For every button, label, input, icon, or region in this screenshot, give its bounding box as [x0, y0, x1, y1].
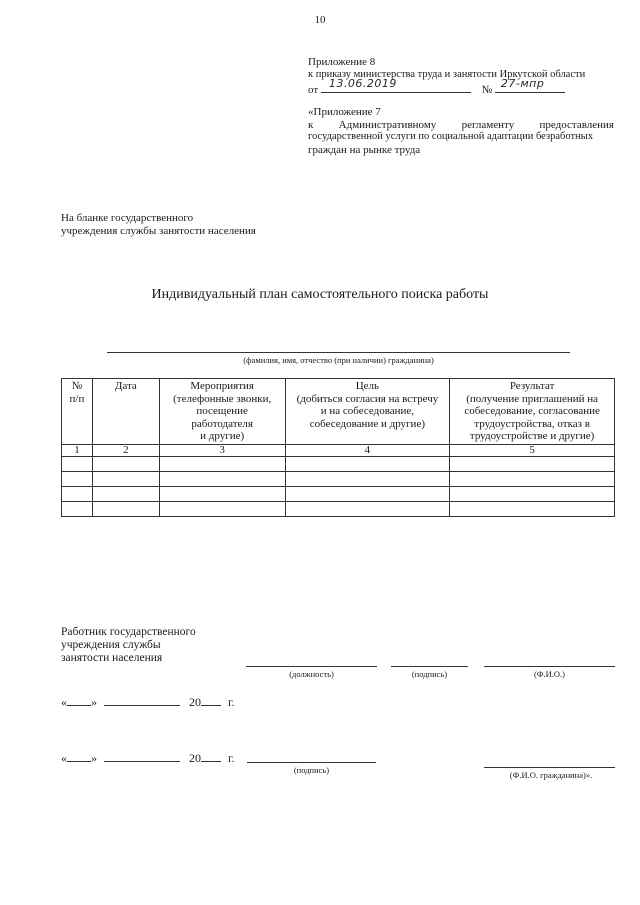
year-prefix: 20: [189, 751, 201, 765]
appendix-7-title: «Приложение 7: [308, 106, 381, 118]
table-row: [62, 486, 615, 501]
table-cell[interactable]: [159, 471, 285, 486]
citizen-signature-caption: (подпись): [293, 765, 330, 775]
table-row: [62, 501, 615, 516]
worker-fio-caption: (Ф.И.О.): [533, 669, 566, 679]
year-field[interactable]: [201, 750, 221, 762]
table-row: [62, 471, 615, 486]
table-cell[interactable]: [159, 456, 285, 471]
number-label: №: [481, 84, 493, 96]
citizen-name-caption: (фамилия, имя, отчество (при наличии) гражданина): [243, 355, 434, 365]
table-cell[interactable]: [285, 471, 450, 486]
word: предоставления: [539, 118, 614, 131]
table-cell[interactable]: [450, 456, 615, 471]
table-cell[interactable]: [92, 471, 159, 486]
appendix-8-title: Приложение 8: [308, 56, 376, 68]
date-line: [321, 77, 471, 93]
table-cell[interactable]: [62, 486, 93, 501]
header-date: Дата: [92, 379, 159, 445]
table-cell[interactable]: [92, 456, 159, 471]
month-field[interactable]: [104, 694, 180, 706]
quote-open: «: [61, 751, 67, 765]
day-field[interactable]: [67, 750, 91, 762]
table-cell: 5: [450, 444, 615, 456]
from-label: от: [308, 84, 319, 96]
citizen-date-row: [61, 750, 235, 766]
header-activities: Мероприятия (телефонные звонки, посещение работодателя и другие): [159, 379, 285, 445]
letterhead-note: [61, 212, 321, 237]
quote-close: »: [91, 751, 97, 765]
appendix-7-line4: граждан на рынке труда: [308, 143, 421, 156]
appendix-7-block: [308, 106, 614, 156]
year-suffix: г.: [228, 751, 235, 765]
quote-open: «: [61, 695, 67, 709]
appendix-8-date-row: [308, 77, 614, 97]
table-cell[interactable]: [159, 486, 285, 501]
year-prefix: 20: [189, 695, 201, 709]
day-field[interactable]: [67, 694, 91, 706]
page-number: 10: [314, 14, 326, 26]
table-row: [62, 456, 615, 471]
position-caption: (должность): [289, 669, 334, 679]
word: Административному: [338, 118, 437, 131]
table-cell[interactable]: [159, 501, 285, 516]
header-result: Результат (получение приглашений на собеседование, согласование трудоустройства, отказ в трудоустройстве и другие): [450, 379, 615, 445]
letterhead-line: На бланке государственного: [61, 212, 194, 224]
table-cell[interactable]: [62, 501, 93, 516]
table-cell: 3: [159, 444, 285, 456]
appendix-8-block: [308, 56, 614, 97]
appendix-8-order: к приказу министерства труда и занятости Иркутской области: [308, 68, 586, 80]
table-cell[interactable]: [450, 501, 615, 516]
table-cell[interactable]: [285, 501, 450, 516]
worker-label-line: учреждения службы: [61, 639, 161, 651]
citizen-fio-line[interactable]: [484, 767, 615, 768]
worker-fio-line[interactable]: [484, 666, 615, 667]
handwritten-date: 13.06.2019: [328, 77, 397, 90]
position-line[interactable]: [246, 666, 377, 667]
table-cell[interactable]: [62, 456, 93, 471]
quote-close: »: [91, 695, 97, 709]
year-field[interactable]: [201, 694, 221, 706]
appendix-7-regulation-row: [308, 119, 614, 132]
worker-label-line: Работник государственного: [61, 626, 196, 638]
table-cell[interactable]: [450, 471, 615, 486]
worker-signature-line[interactable]: [391, 666, 468, 667]
table-cell[interactable]: [92, 501, 159, 516]
citizen-signature-line[interactable]: [247, 762, 376, 763]
document-title: Индивидуальный план самостоятельного поиска работы: [151, 287, 489, 302]
header-goal: Цель (добиться согласия на встречу и на собеседование, собеседование и другие): [285, 379, 450, 445]
handwritten-number: 27-мпр: [500, 77, 545, 90]
year-suffix: г.: [228, 695, 235, 709]
plan-table: [61, 378, 615, 517]
header-number: № п/п: [62, 379, 93, 445]
worker-label-line: занятости населения: [61, 652, 163, 664]
citizen-name-line: [107, 352, 570, 353]
worker-date-row: [61, 694, 235, 710]
word: к: [308, 118, 314, 131]
citizen-fio-caption: (Ф.И.О. гражданина)».: [509, 770, 593, 780]
word: регламенту: [461, 118, 515, 131]
table-cell[interactable]: [92, 486, 159, 501]
table-cell[interactable]: [62, 471, 93, 486]
month-field[interactable]: [104, 750, 180, 762]
letterhead-line: учреждения службы занятости населения: [61, 224, 256, 237]
table-numbering-row: [62, 444, 615, 456]
table-cell: 4: [285, 444, 450, 456]
worker-label: [61, 626, 261, 665]
table-cell[interactable]: [285, 456, 450, 471]
table-cell[interactable]: [285, 486, 450, 501]
table-header-row: [62, 379, 615, 445]
worker-signature-caption: (подпись): [411, 669, 448, 679]
number-line: [495, 77, 565, 93]
table-cell: 2: [92, 444, 159, 456]
appendix-7-line3: государственной услуги по социальной адаптации безработных: [308, 131, 593, 142]
table-cell[interactable]: [450, 486, 615, 501]
table-cell: 1: [62, 444, 93, 456]
